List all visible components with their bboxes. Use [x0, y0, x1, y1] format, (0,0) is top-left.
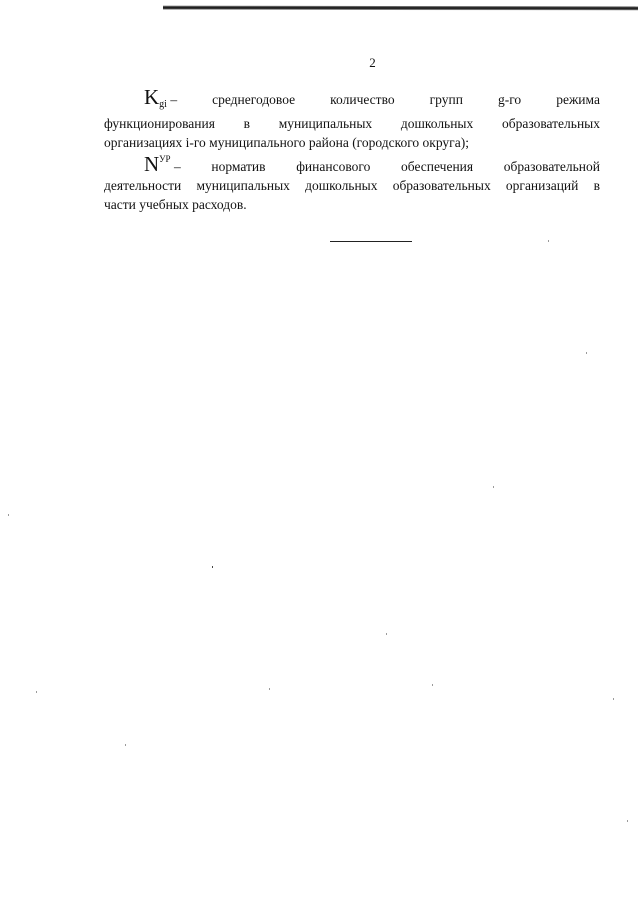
- symbol-nur: $N^{УР}$ –: [144, 152, 181, 176]
- definition-first-line: [104, 150, 600, 176]
- page-number: 2: [369, 55, 376, 70]
- definition-nur: [104, 150, 600, 214]
- word: образовательных: [501, 116, 600, 131]
- word: функционирования: [104, 116, 215, 131]
- word: деятельности: [104, 178, 182, 193]
- scan-speck: [212, 566, 213, 568]
- definition-line: [104, 114, 600, 133]
- scan-top-border: [163, 6, 638, 11]
- word: образовательной: [503, 159, 600, 174]
- word: в: [243, 116, 251, 131]
- end-of-text-rule: [330, 241, 412, 242]
- scan-speck: [36, 691, 37, 693]
- scan-speck: [8, 514, 9, 516]
- word: муниципальных: [278, 116, 373, 131]
- definition-last-line: организациях i-го муниципального района (городского округа);: [104, 135, 469, 150]
- word: образовательных: [392, 178, 491, 193]
- word: в: [593, 178, 600, 193]
- word: обеспечения: [401, 159, 474, 174]
- scan-speck: [548, 240, 549, 242]
- definition-last-line: части учебных расходов.: [104, 197, 247, 212]
- scan-speck: [386, 633, 387, 635]
- definition-line: [104, 176, 600, 195]
- word: финансового: [296, 159, 371, 174]
- word: дошкольных: [305, 178, 378, 193]
- scan-speck: [613, 698, 614, 700]
- scan-speck: [269, 688, 270, 690]
- word: дошкольных: [400, 116, 474, 131]
- word: режима: [556, 92, 600, 107]
- word: среднегодовое: [212, 92, 296, 107]
- symbol-kgi: $K_{gi}$ –: [144, 85, 178, 110]
- scan-speck: [627, 820, 628, 822]
- word: организаций: [505, 178, 579, 193]
- scan-speck: [493, 486, 494, 488]
- word: g-го: [497, 92, 522, 107]
- word: групп: [429, 92, 463, 107]
- scan-speck: [125, 744, 126, 746]
- scan-speck: [586, 352, 587, 354]
- word: норматив: [211, 159, 266, 174]
- definition-first-line: [104, 85, 600, 114]
- definition-kgi: [104, 85, 600, 152]
- scan-speck: [432, 684, 433, 686]
- word: муниципальных: [196, 178, 290, 193]
- word: количество: [330, 92, 395, 107]
